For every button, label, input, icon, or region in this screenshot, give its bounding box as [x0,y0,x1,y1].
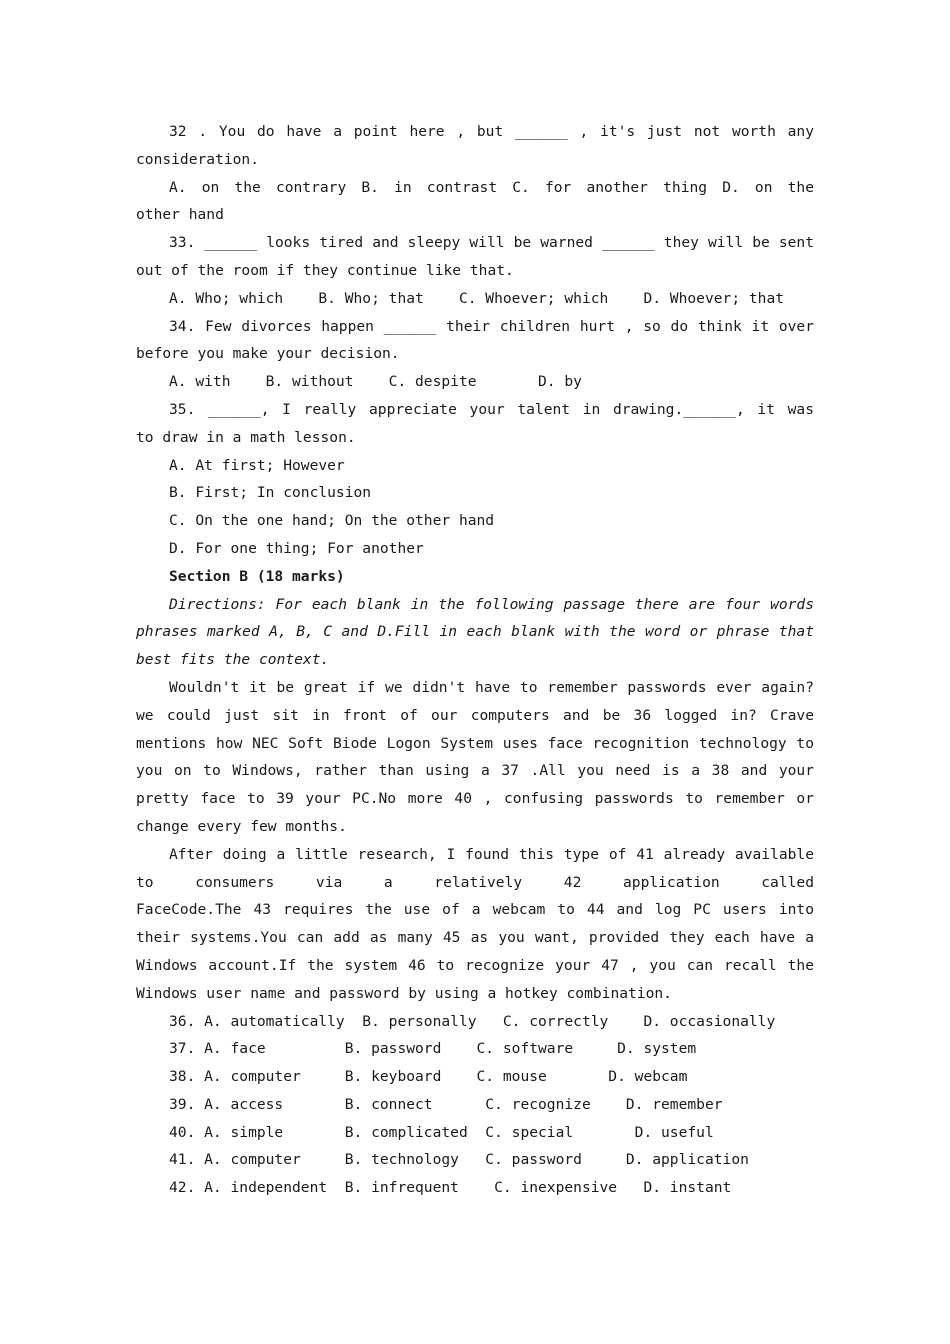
text-line: Directions: For each blank in the following passage there are four words [169,595,814,613]
text-line: FaceCode.The 43 requires the use of a webcam to 44 and log PC users into [136,901,814,919]
text-line: consideration. [136,150,260,168]
text-line: pretty face to 39 your PC.No more 40 , confusing passwords to remember or [136,790,814,808]
text-line: 36. A. automatically B. personally C. correctly D. occasionally [169,1012,776,1030]
text-line: change every few months. [136,817,347,835]
text-line: After doing a little research, I found this type of 41 already available [169,845,814,863]
text-line: A. At first; However [169,456,345,474]
text-line: 37. A. face B. password C. software D. system [169,1040,697,1058]
text-line: 38. A. computer B. keyboard C. mouse D. webcam [169,1068,688,1086]
text-line: to consumers via a relatively 42 application called [136,873,814,891]
text-line: Windows account.If the system 46 to recognize your 47 , you can recall the [136,956,814,974]
text-line: A. on the contrary B. in contrast C. for another thing D. on the [169,178,814,196]
text-line: 42. A. independent B. infrequent C. inexpensive D. instant [169,1179,732,1197]
text-line: A. with B. without C. despite D. by [169,373,582,391]
text-line: you on to Windows, rather than using a 37 .All you need is a 38 and your [136,762,814,780]
text-line: out of the room if they continue like that. [136,261,514,279]
text-line: other hand [136,206,224,224]
text-line: best fits the context. [136,651,330,669]
text-line: we could just sit in front of our computers and be 36 logged in? Crave [136,706,814,724]
text-line: 35. ______, I really appreciate your talent in drawing.______, it was [169,400,814,418]
document-page [136,118,814,1202]
text-line: 33. ______ looks tired and sleepy will be warned ______ they will be sent [169,234,814,252]
text-line: 40. A. simple B. complicated C. special D. useful [169,1123,714,1141]
text-line: Wouldn't it be great if we didn't have to remember passwords ever again? [169,678,814,696]
text-line: B. First; In conclusion [169,484,372,502]
text-line: A. Who; which B. Who; that C. Whoever; which D. Whoever; that [169,289,785,307]
text-line: their systems.You can add as many 45 as you want, provided they each have a [136,929,814,947]
text-line: C. On the one hand; On the other hand [169,512,495,530]
text-line: 34. Few divorces happen ______ their children hurt , so do think it over [169,317,814,335]
text-line: mentions how NEC Soft Biode Logon System uses face recognition technology to [136,734,814,752]
text-line: before you make your decision. [136,345,400,363]
text-line: phrases marked A, B, C and D.Fill in each blank with the word or phrase that [136,623,814,641]
text-line: Windows user name and password by using a hotkey combination. [136,984,672,1002]
text-line: D. For one thing; For another [169,539,424,557]
text-line: 39. A. access B. connect C. recognize D. remember [169,1095,723,1113]
text-line: 32 . You do have a point here , but ______ , it's just not worth any [169,123,814,140]
text-line: Section B (18 marks) [169,567,345,585]
text-line: to draw in a math lesson. [136,428,356,446]
text-line: 41. A. computer B. technology C. password D. application [169,1151,749,1169]
